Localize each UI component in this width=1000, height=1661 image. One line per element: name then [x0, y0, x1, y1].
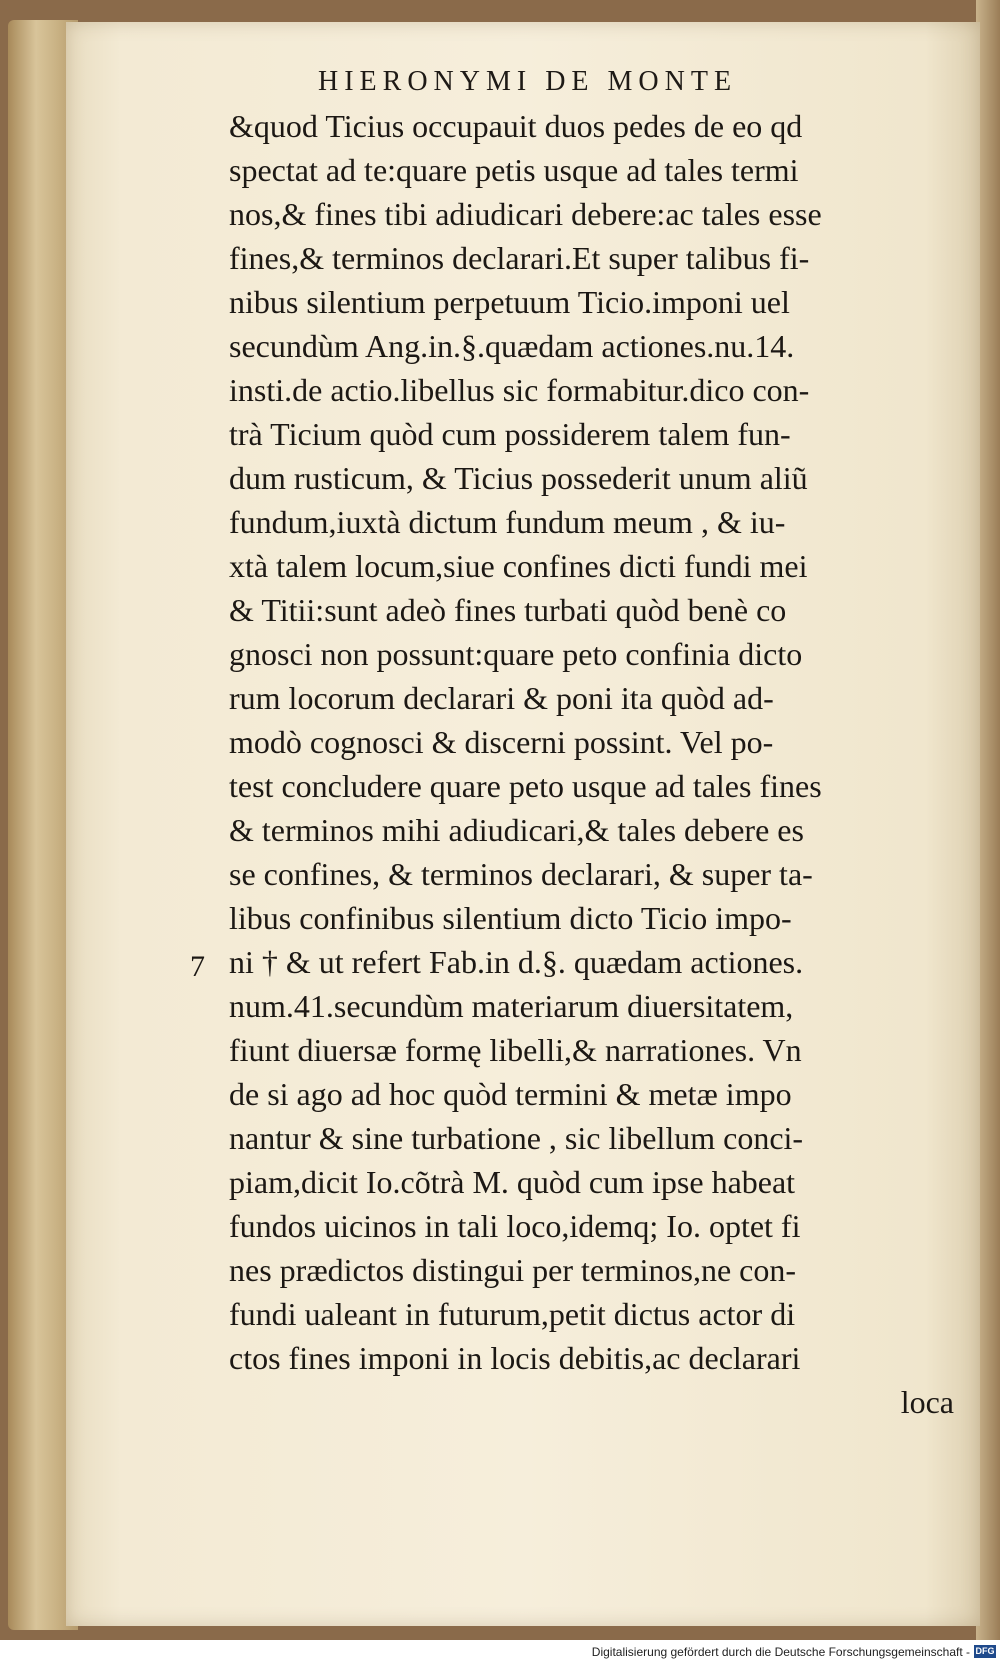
text-block: [229, 104, 964, 1424]
dfg-logo: DFG: [975, 1646, 995, 1656]
footer-credit: Digitalisierung gefördert durch die Deutsche Forschungsgemeinschaft -: [591, 1645, 970, 1659]
text-line: &quod Ticius occupauit duos pedes de eo qd: [229, 108, 803, 144]
text-line: num.41.secundùm materiarum diuersitatem,: [229, 988, 794, 1024]
text-line: gnosci non possunt:quare peto confinia dicto: [229, 636, 803, 672]
text-line: fiunt diuersæ formę libelli,& narrationes. Vn: [229, 1032, 802, 1068]
text-line: test concludere quare peto usque ad tales fines: [229, 768, 822, 804]
text-line: secundùm Ang.in.§.quædam actiones.nu.14.: [229, 328, 795, 364]
text-line: dum rusticum, & Ticius possederit unum aliũ: [229, 460, 808, 496]
text-line: xtà talem locum,siue confines dicti fundi mei: [229, 548, 808, 584]
running-head: HIERONYMI DE MONTE: [318, 66, 738, 97]
text-line: fines,& terminos declarari.Et super talibus fi-: [229, 240, 810, 276]
text-line: nes prædictos distingui per terminos,ne con-: [229, 1252, 797, 1288]
text-line: & Titii:sunt adeò fines turbati quòd benè co: [229, 592, 787, 628]
text-line: rum locorum declarari & poni ita quòd ad-: [229, 680, 774, 716]
text-line: se confines, & terminos declarari, & super ta-: [229, 856, 813, 892]
text-line: nibus silentium perpetuum Ticio.imponi uel: [229, 284, 790, 320]
text-line: insti.de actio.libellus sic formabitur.dico con-: [229, 372, 810, 408]
text-line: libus confinibus silentium dicto Ticio impo-: [229, 900, 792, 936]
text-line: nos,& fines tibi adiudicari debere:ac tales esse: [229, 196, 822, 232]
text-line: & terminos mihi adiudicari,& tales debere es: [229, 812, 804, 848]
catchword: loca: [900, 1384, 954, 1420]
text-line: ctos fines imponi in locis debitis,ac declarari: [229, 1340, 801, 1376]
text-line: spectat ad te:quare petis usque ad tales termi: [229, 152, 799, 188]
text-line: piam,dicit Io.cõtrà M. quòd cum ipse habeat: [229, 1164, 796, 1200]
text-line: fundos uicinos in tali loco,idemq; Io. optet fi: [229, 1208, 801, 1244]
text-line: de si ago ad hoc quòd termini & metæ impo: [229, 1076, 792, 1112]
text-line: nantur & sine turbatione , sic libellum conci-: [229, 1120, 804, 1156]
margin-note-number: 7: [190, 950, 205, 983]
text-line: ni † & ut refert Fab.in d.§. quædam actiones.: [229, 944, 804, 980]
text-line: fundum,iuxtà dictum fundum meum , & iu-: [229, 504, 786, 540]
text-line: modò cognosci & discerni possint. Vel po-: [229, 724, 774, 760]
text-line: fundi ualeant in futurum,petit dictus actor di: [229, 1296, 796, 1332]
text-line: trà Ticium quòd cum possiderem talem fun-: [229, 416, 791, 452]
